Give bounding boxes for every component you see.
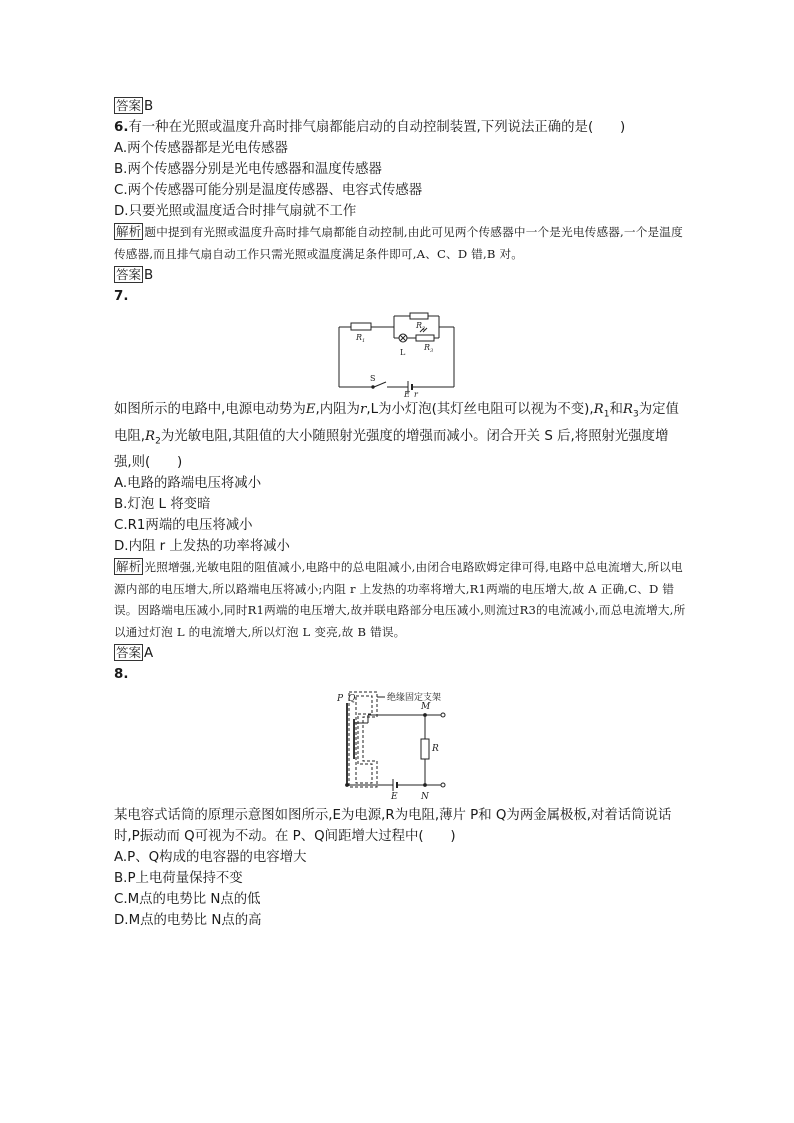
q7-circuit-diagram xyxy=(336,311,458,397)
answer-value: B xyxy=(144,268,154,283)
q7-stem: 如图所示的电路中,电源电动势为E,内阻为r,L为小灯泡(其灯丝电阻可以视为不变)$,R_1$和$R_3$为定值电阻$,R_2$为光敏电阻,其阻值的大小随照射光强度的增强而减小。闭合开关 S 后,将照射光强度增强,则( ) xyxy=(114,402,679,471)
q8-microphone-diagram xyxy=(337,689,467,801)
q7-option-b: B.灯泡 L 将变暗 xyxy=(114,497,211,513)
q8-number xyxy=(114,664,686,685)
svg-text:P: P xyxy=(337,694,344,705)
document-page xyxy=(114,96,686,931)
q6-answer xyxy=(114,265,686,286)
resistor-r1 xyxy=(351,323,371,330)
q6-option-c: C.两个传感器可能分别是温度传感器、电容式传感器 xyxy=(114,183,423,198)
switch xyxy=(374,382,386,387)
analysis-tag: 解析 xyxy=(116,224,142,239)
resistor-r2 xyxy=(410,313,428,319)
svg-text:R3: $R_3$ xyxy=(424,343,434,354)
q7-option-c: C.R1两端的电压将减小 xyxy=(114,518,253,534)
q7-answer xyxy=(114,643,686,664)
svg-text:r: r xyxy=(414,390,418,397)
svg-text:Q: Q xyxy=(348,694,356,705)
q8-option-d: D.M点的电势比 N点的高 xyxy=(114,913,262,929)
q8-option-a: A.P、Q构成的电容器的电容增大 xyxy=(114,850,307,866)
q8-option-b: B.P上电荷量保持不变 xyxy=(114,871,243,887)
q6-analysis xyxy=(114,222,686,265)
answer-tag: 答案 xyxy=(116,98,142,113)
analysis-text: 题中提到有光照或温度升高时排气扇都能自动控制,由此可见两个传感器中一个是光电传感器,一个是温度传感器,而且排气扇自动工作只需光照或温度满足条件即可,A、C、D 错,B 对。 xyxy=(114,225,683,261)
question-number: 8. xyxy=(114,667,129,683)
q5-answer xyxy=(114,96,686,117)
svg-text:R2: $R_2$ xyxy=(416,321,426,332)
terminal-n xyxy=(441,783,445,787)
analysis-tag: 解析 xyxy=(116,559,142,575)
q8-option-c: C.M点的电势比 N点的低 xyxy=(114,892,261,908)
answer-value: A xyxy=(144,646,154,662)
analysis-text: 光照增强,光敏电阻的阻值减小,电路中的总电阻减小,由闭合电路欧姆定律可得,电路中总电流增大,所以电源内部的电压增大,所以路端电压将减小;内阻 r 上发热的功率将增大,R1两端的电压增大,故 A 正确,C、D 错误。因路端电压减小,同时R1两端的电压增大,故并联电路部分电压减小,则流过R3的电流减小,而总电流增大,所以通过灯泡 L 的电流增大,所以灯泡 L 变亮,故 B 错误。 xyxy=(114,560,686,639)
question-number: 7. xyxy=(114,289,129,304)
q7-option-d: D.内阻 r 上发热的功率将减小 xyxy=(114,539,290,555)
svg-text:R: R xyxy=(432,744,439,755)
resistor-r3 xyxy=(416,335,434,341)
svg-text:N: N xyxy=(421,792,429,802)
q7-option-a: A.电路的路端电压将减小 xyxy=(114,476,262,492)
question-number: 6. xyxy=(114,120,129,135)
resistor-r xyxy=(421,739,429,759)
answer-tag: 答案 xyxy=(116,267,142,282)
q6-option-a: A.两个传感器都是光电传感器 xyxy=(114,141,288,156)
q7-analysis xyxy=(114,557,686,643)
answer-value: B xyxy=(144,99,154,114)
svg-text:E: E xyxy=(404,390,410,397)
svg-text:E: E xyxy=(391,792,398,802)
q7-number xyxy=(114,286,686,307)
q6-stem xyxy=(114,117,686,138)
svg-text:R1: $R_1$ xyxy=(356,333,366,344)
svg-text:L: L xyxy=(400,348,406,357)
question-text: 有一种在光照或温度升高时排气扇都能启动的自动控制装置,下列说法正确的是( ) xyxy=(128,120,626,135)
q6-option-d: D.只要光照或温度适合时排气扇就不工作 xyxy=(114,204,357,219)
answer-tag: 答案 xyxy=(116,645,142,661)
svg-text:S: S xyxy=(370,374,376,383)
q6-option-b: B.两个传感器分别是光电传感器和温度传感器 xyxy=(114,162,382,177)
q8-stem: 某电容式话筒的原理示意图如图所示,E为电源,R为电阻,薄片 P和 Q为两金属极板,对着话筒说话时,P振动而 Q可视为不动。在 P、Q间距增大过程中( ) xyxy=(114,808,672,845)
svg-text:M: M xyxy=(421,702,431,713)
svg-text:绝缘固定支架: 绝缘固定支架 xyxy=(387,693,442,704)
terminal-m xyxy=(441,713,445,717)
